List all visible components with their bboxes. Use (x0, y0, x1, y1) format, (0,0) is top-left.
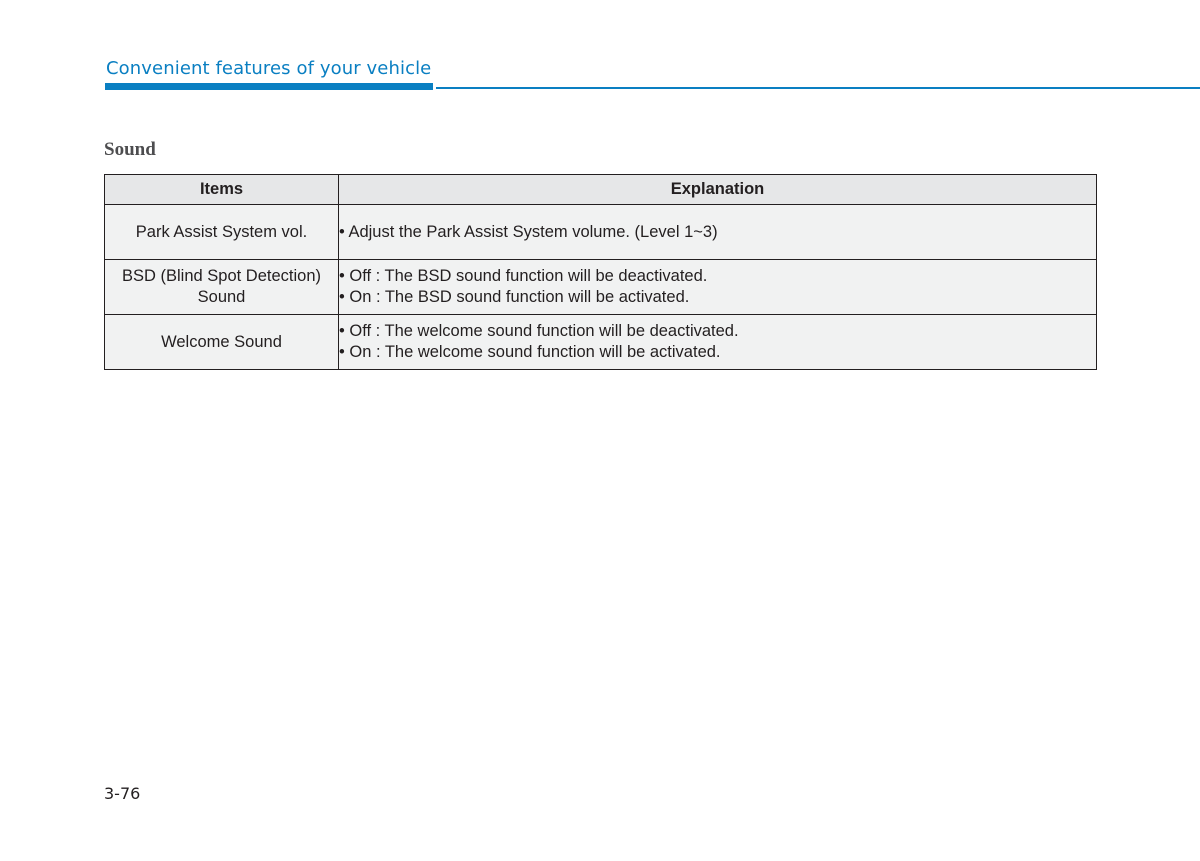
sound-settings-table (104, 174, 1097, 370)
column-header-explanation: Explanation (339, 175, 1097, 205)
explanation-line: • Adjust the Park Assist System volume. (Level 1~3) (339, 222, 718, 241)
explanation-cell (339, 260, 1097, 315)
item-cell: Park Assist System vol. (105, 205, 339, 260)
table-row (105, 260, 1097, 315)
table-row (105, 205, 1097, 260)
explanation-line: • On : The welcome sound function will be activated. (339, 343, 721, 361)
column-header-items: Items (105, 175, 339, 205)
item-cell: BSD (Blind Spot Detection) Sound (105, 260, 339, 315)
table-header-row (105, 175, 1097, 205)
page-number: 3-76 (104, 784, 141, 803)
section-heading: Sound (104, 139, 156, 160)
table-row (105, 315, 1097, 370)
header-rule (436, 87, 1200, 89)
chapter-title-underline (105, 83, 433, 90)
explanation-line: • On : The BSD sound function will be activated. (339, 288, 690, 306)
item-cell: Welcome Sound (105, 315, 339, 370)
explanation-line: • Off : The BSD sound function will be deactivated. (339, 267, 708, 285)
explanation-cell (339, 315, 1097, 370)
chapter-title: Convenient features of your vehicle (106, 58, 432, 79)
explanation-cell (339, 205, 1097, 260)
explanation-line: • Off : The welcome sound function will be deactivated. (339, 322, 739, 340)
